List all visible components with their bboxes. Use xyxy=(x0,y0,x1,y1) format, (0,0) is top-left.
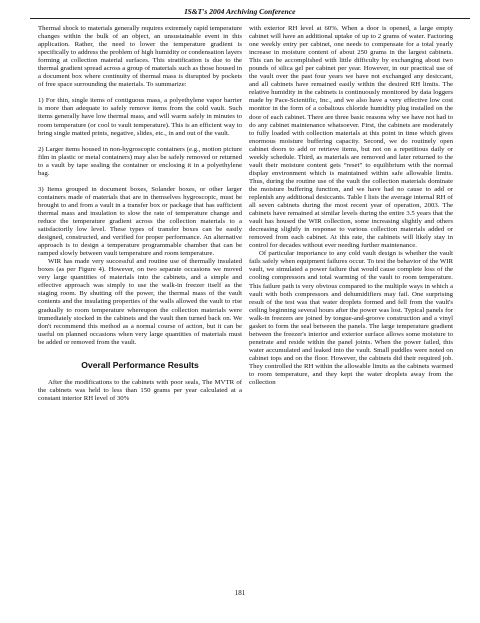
running-header: IS&T's 2004 Archiving Conference xyxy=(184,7,296,16)
paragraph: 1) For thin, single items of contiguous mass, a polyethylene vapor barrier is more than adequate to safely remove items from the cold vault. Such items generally have low thermal mass, and will warm safely in minutes to room temperature (or cool to vault temperature). This is an efficient way to bring single matted prints, negative, slides, etc., in and out of the vault. xyxy=(38,97,242,137)
page-number: 181 xyxy=(234,589,246,597)
section-heading: Overall Performance Results xyxy=(81,359,199,370)
paragraph: 3) Items grouped in document boxes, Solander boxes, or other larger containers made of materials that are in themselves hygroscopic, must be brought to and from a vault in a transfer box or package that has sufficient thermal mass and insulation to slow the rate of temperature change and reduce the temperature gradient across the collection materials to a satisfactorily low level. These types of transfer boxes can be easily designed, constructed, and verified for proper performance. An alternative approach is to design a temperature programmable chamber that can be ramped slowly between vault temperature and room temperature. xyxy=(38,185,242,258)
right-column xyxy=(249,25,453,387)
paragraph: Of particular importance to any cold vault design is whether the vault fails safely when equipment failures occur. To test the behavior of the WIR vault, we simulated a power failure that would cause complete loss of the cooling compressors and total warming of the vault to room temperature. This failure path is very obvious compared to the multiple ways in which a vault with both compressors and dehumidifiers may fail. One surprising result of the test was that water droplets formed and fell from the vault's ceiling beginning several hours after the power was lost. Typical panels for walk-in freezers are joined by tongue-and-groove construction and a vinyl gasket to form the seal between the panels. The large temperature gradient between the freezer's interior and exterior surface allows some moisture to penetrate and reside within the panel joints. When the power failed, this water accumulated and leaked into the vault. Small puddles were noted on cabinet tops and on the floor. However, the cabinets did their required job. They controlled the RH within the allowable limits as the cabinets warmed to room temperature, and they kept the water droplets away from the collection xyxy=(249,250,453,387)
paragraph: After the modifications to the cabinets with poor seals, The MVTR of the cabinets was held to less than 150 grams per year calculated at a constant interior RH level of 30% xyxy=(38,378,242,402)
paragraph: with exterior RH level at 60%. When a door is opened, a large empty cabinet will have an additional uptake of up to 2 grams of water. Factoring one weekly entry per cabinet, one needs to compensate for a total yearly increase in moisture content of about 250 grams in the largest cabinets. This can be accomplished with little difficulty by exchanging about two pounds of silica gel per cabinet per year. However, in our practical use of the vault over the past four years we have not exchanged any desiccant, and all cabinets have remained easily within the desired RH limits. The relative humidity in the cabinets is continuously monitored by data loggers made by Pace-Scientific, Inc., and we also have a very effective low cost monitor in the form of a cobaltous chloride humidity plug installed on the door of each cabinet. There are three basic reasons why we have not had to do any cabinet maintenance whatsoever. First, the cabinets are moderately to fully loaded with collection materials at this point in time which gives enormous moisture buffering capacity. Second, we do routinely open cabinet doors to add or retrieve items, but not on a repetitious daily or weekly schedule. Third, as materials are removed and later returned to the vault their moisture content gets “reset” to equilibrium with the normal display environment which is maintained within safe allowable limits. Thus, during the routine use of the vault the collection materials dominate the moisture buffering function, and we have had no cause to add or replenish any additional desiccants. Table I lists the average internal RH of all seven cabinets during the most recent year of operation, 2003. The cabinets have remained at similar levels during the entire 3.5 years that the vault has housed the WIR collection, some increasing slightly and others decreasing slightly in response to various collection materials added or removed from each cabinet. At this rate, the cabinets will likely stay in control for decades without ever needing further maintenance. xyxy=(249,25,453,250)
paragraph: Thermal shock to materials generally requires extremely rapid temperature changes within the bulk of an object, an unsustainable event in this application. Rather, the need to lower the temperature gradient is specifically to address the problem of high humidity or condensation layers forming at collection material surfaces. This stratification is due to the thermal gradient spread across a group of materials such as those housed in a document box where continuity of thermal mass is disrupted by pockets of free space surrounding the materials. To summarize: xyxy=(38,25,242,89)
paragraph: 2) Larger items housed in non-hygroscopic containers (e.g., motion picture film in plastic or metal containers) may also be safely removed or returned to a vault by tape sealing the container or enclosing it in a polyethylene bag. xyxy=(38,145,242,177)
left-column xyxy=(38,25,242,403)
header-rule xyxy=(30,18,470,19)
paragraph: WIR has made very successful and routine use of thermally insulated boxes (as per Figure 4). However, on two separate occasions we moved very large quantities of materials into the cabinets, and a simple and effective approach was simply to use the walk-in freezer itself as the staging room. By shutting off the power, the thermal mass of the vault contents and the insulating properties of the walls allowed the vault to rise gradually to room temperature whereupon the collection materials were immediately stocked in the cabinets and the vault then turned back on. We don't recommend this method as a normal course of action, but it can be useful on planned occasions when very large quantities of materials must be added or removed from the vault. xyxy=(38,258,242,346)
